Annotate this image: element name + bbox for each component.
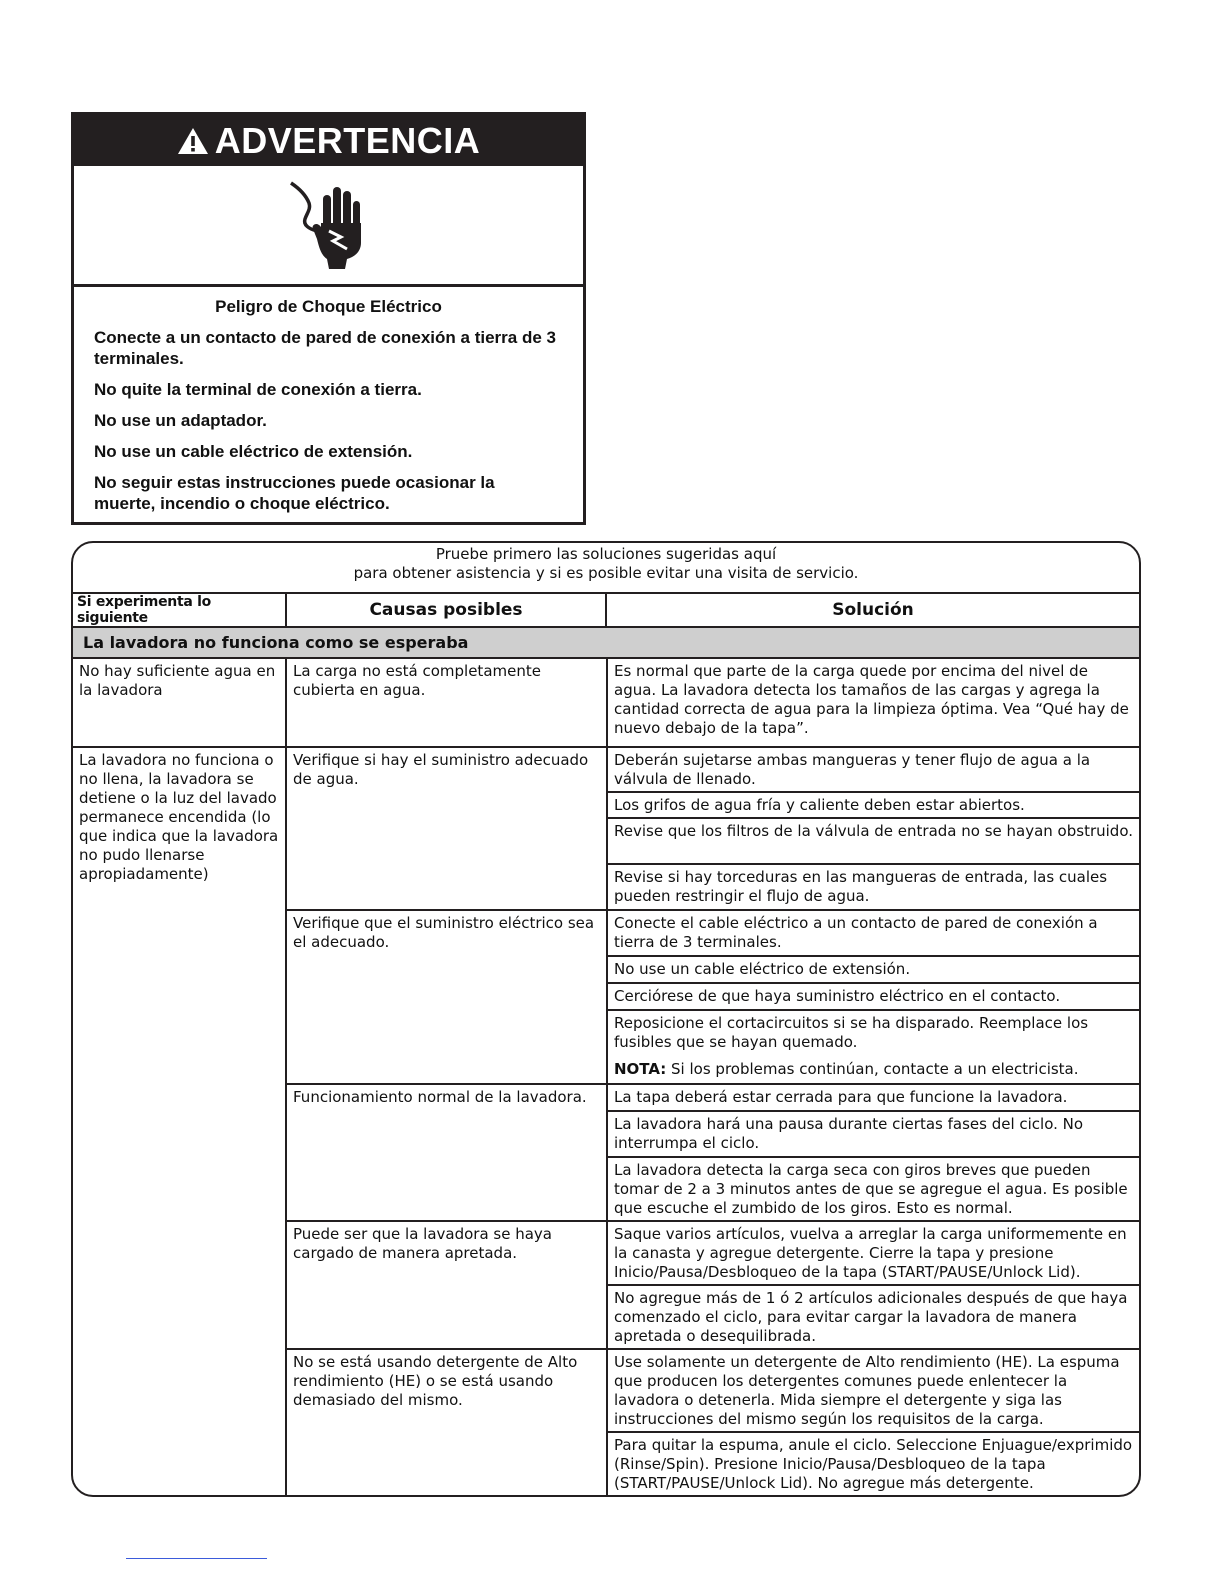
- note-line: [614, 1060, 1133, 1079]
- warning-line: No use un cable eléctrico de extensión.: [94, 442, 413, 461]
- intro-line-2: para obtener asistencia y si es posible evitar una visita de servicio.: [353, 564, 859, 582]
- solution-cell: Revise que los filtros de la válvula de entrada no se hayan obstruido.: [614, 822, 1133, 840]
- warning-header: [74, 115, 583, 166]
- warning-icon-area: [74, 166, 583, 287]
- solution-cell: Conecte el cable eléctrico a un contacto de pared de conexión a tierra de 3 terminales.: [614, 914, 1098, 951]
- warning-triangle-icon: [177, 127, 209, 155]
- cause-cell: Verifique que el suministro eléctrico sea el adecuado.: [293, 914, 595, 951]
- solution-cell: Saque varios artículos, vuelva a arreglar la carga uniformemente en la canasta y agregue detergente. Cierre la tapa y presione Inicio/Pausa/Desbloqueo de la tapa (START/PAUSE/Unlock Lid).: [614, 1225, 1127, 1281]
- solution-text: Reposicione el cortacircuitos si se ha disparado. Reemplace los fusibles que se hayan quemado.: [614, 1014, 1089, 1051]
- solution-cell: Revise si hay torceduras en las mangueras de entrada, las cuales pueden restringir el flujo de agua.: [614, 868, 1108, 905]
- electric-shock-hand-icon: [283, 179, 375, 271]
- cause-cell: Puede ser que la lavadora se haya cargado de manera apretada.: [293, 1225, 552, 1262]
- solution-cell: Cerciórese de que haya suministro eléctrico en el contacto.: [614, 987, 1061, 1005]
- solution-cell: La lavadora detecta la carga seca con giros breves que pueden tomar de 2 a 3 minutos antes de que se agregue el agua. Es posible que escuche el zumbido de los giros. Esto es normal.: [614, 1161, 1128, 1217]
- col-header-cause: Causas posibles: [287, 594, 607, 626]
- problem-cell: No hay suficiente agua en la lavadora: [79, 662, 276, 699]
- table-body: [73, 659, 1139, 1495]
- solution-cell: Es normal que parte de la carga quede por encima del nivel de agua. La lavadora detecta los tamaños de las cargas y agrega la cantidad correcta de agua para la limpieza óptima. Vea “Qué hay de nuevo debajo de la tapa”.: [614, 662, 1129, 737]
- solution-cell: Use solamente un detergente de Alto rendimiento (HE). La espuma que producen los detergentes comunes puede enlentecer la lavadora o detenerla. Mida siempre el detergente y siga las instrucciones del mismo según los requisitos de la carga.: [614, 1353, 1120, 1428]
- col-header-problem: Si experimenta lo siguiente: [73, 594, 287, 626]
- table-header-row: [73, 594, 1139, 628]
- warning-line: No use un adaptador.: [94, 411, 267, 430]
- solution-cell: No use un cable eléctrico de extensión.: [614, 960, 911, 978]
- cause-cell: Verifique si hay el suministro adecuado de agua.: [293, 751, 589, 788]
- warning-line: No quite la terminal de conexión a tierra.: [94, 380, 422, 399]
- cause-cell: La carga no está completamente cubierta en agua.: [293, 662, 541, 699]
- footer-rule: [126, 1558, 267, 1559]
- solution-cell: Para quitar la espuma, anule el ciclo. Seleccione Enjuague/exprimido (Rinse/Spin). Presione Inicio/Pausa/Desbloqueo de la tapa (START/PAUSE/Unlock Lid). No agregue más detergente.: [614, 1436, 1133, 1492]
- warning-header-text: ADVERTENCIA: [214, 119, 481, 161]
- col-header-solution: Solución: [832, 600, 914, 620]
- intro-line-1: Pruebe primero las soluciones sugeridas aquí: [435, 545, 777, 563]
- solution-cell: [608, 1011, 1139, 1079]
- warning-line: Conecte a un contacto de pared de conexión a tierra de 3 terminales.: [94, 328, 556, 368]
- table-intro: [73, 543, 1139, 594]
- solution-cell: Deberán sujetarse ambas mangueras y tener flujo de agua a la válvula de llenado.: [614, 751, 1091, 788]
- solution-cell: No agregue más de 1 ó 2 artículos adicionales después de que haya comenzado el ciclo, para evitar cargar la lavadora de manera apretada o desequilibrada.: [614, 1289, 1128, 1345]
- note-text: Si los problemas continúan, contacte a un electricista.: [666, 1060, 1079, 1078]
- problem-cell: La lavadora no funciona o no llena, la lavadora se detiene o la luz del lavado permanece encendida (lo que indica que la lavadora no pudo llenarse apropiadamente): [79, 751, 279, 883]
- warning-body: [74, 287, 583, 514]
- warning-title: Peligro de Choque Eléctrico: [215, 297, 442, 316]
- solution-cell: Los grifos de agua fría y caliente deben estar abiertos.: [614, 796, 1025, 814]
- cause-cell: No se está usando detergente de Alto rendimiento (HE) o se está usando demasiado del mismo.: [293, 1353, 578, 1409]
- warning-line: No seguir estas instrucciones puede ocasionar la muerte, incendio o choque eléctrico.: [94, 473, 495, 513]
- solution-cell: La lavadora hará una pausa durante ciertas fases del ciclo. No interrumpa el ciclo.: [614, 1115, 1084, 1152]
- note-label: NOTA:: [614, 1060, 667, 1078]
- cause-cell: Funcionamiento normal de la lavadora.: [293, 1088, 587, 1106]
- section-heading: La lavadora no funciona como se esperaba: [73, 628, 1139, 659]
- solution-cell: La tapa deberá estar cerrada para que funcione la lavadora.: [614, 1088, 1068, 1106]
- troubleshooting-table: [71, 541, 1141, 1497]
- warning-box: [71, 112, 586, 525]
